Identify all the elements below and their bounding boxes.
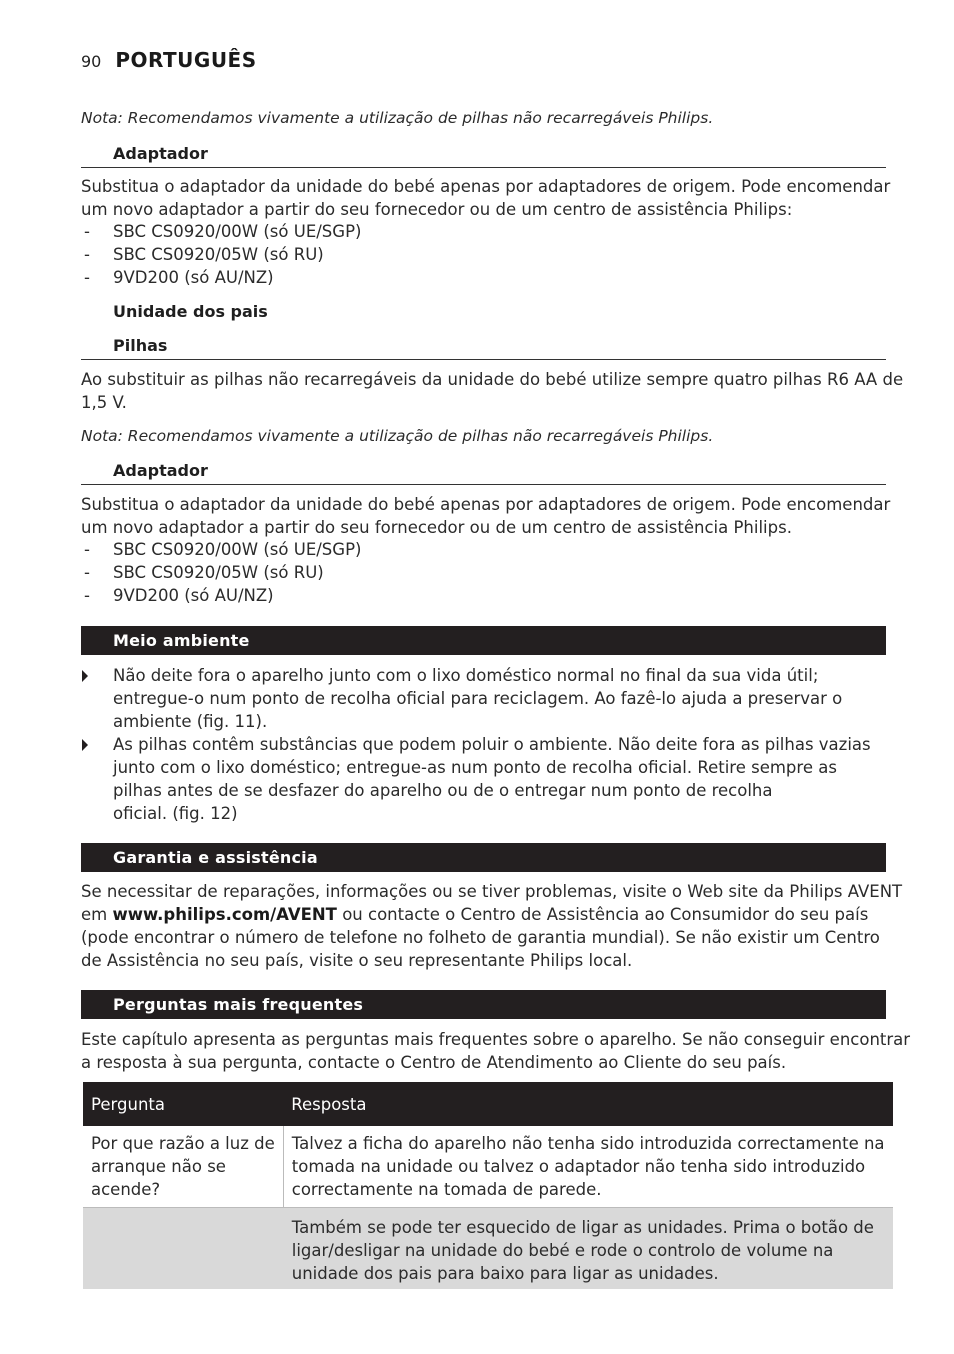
pilhas-text: Ao substituir as pilhas não recarregáveis da unidade do bebé utilize sempre quatro pilhas R6 AA de 1,5 V.	[81, 370, 904, 412]
list-item: - SBC CS0920/00W (só UE/SGP)	[84, 222, 362, 241]
bullet-triangle-icon	[82, 739, 88, 751]
subheading-unidade-pais: Unidade dos pais	[113, 302, 268, 321]
language-title: PORTUGUÊS	[115, 48, 257, 72]
adaptador-list	[81, 220, 361, 289]
adaptador-list-2	[81, 538, 361, 607]
meio-ambiente-bullets: Não deite fora o aparelho junto com o lixo doméstico normal no final da sua vida útil; entregue-o num ponto de recolha oficial para reciclagem. Ao fazê-lo ajuda a preservar o ambiente (fig. 11). As pilhas contêm substâncias que podem poluir o ambiente. Não deite fora as pilhas vazias junto com o lixo doméstico; entregue-as num ponto de recolha oficial. Retire sempre as pilhas antes de se desfazer do aparelho ou de o entregar num ponto de recolha oficial. (fig. 12)	[81, 664, 886, 825]
bullet-triangle-icon	[82, 670, 88, 682]
section-bar-meio-ambiente: Meio ambiente	[81, 626, 886, 655]
bullet-line: As pilhas contêm substâncias que podem poluir o ambiente. Não deite fora as pilhas vazias	[81, 733, 886, 756]
list-item: - SBC CS0920/00W (só UE/SGP)	[84, 540, 362, 559]
adaptador-text: Substitua o adaptador da unidade do bebé apenas por adaptadores de origem. Pode encomendar um novo adaptador a partir do seu fornecedor ou de um centro de assistência Philips:	[81, 177, 891, 219]
list-item: - SBC CS0920/05W (só RU)	[84, 245, 324, 264]
table-header-row	[83, 1082, 893, 1126]
page-header	[81, 48, 257, 74]
faq-table	[83, 1082, 893, 1289]
subheading-adaptador-2: Adaptador	[81, 460, 886, 485]
note-batteries: Nota: Recomendamos vivamente a utilização de pilhas não recarregáveis Philips.	[81, 109, 714, 127]
answer-cell: Talvez a ficha do aparelho não tenha sido introduzida correctamente na tomada na unidade ou talvez o adaptador não tenha sido introduzido correctamente na tomada de parede.	[283, 1126, 892, 1208]
adaptador-text-2: Substitua o adaptador da unidade do bebé apenas por adaptadores de origem. Pode encomendar um novo adaptador a partir do seu fornecedor ou de um centro de assistência Philips.	[81, 495, 891, 537]
list-item: - SBC CS0920/05W (só RU)	[84, 563, 324, 582]
page-number: 90	[81, 52, 102, 71]
list-item: - 9VD200 (só AU/NZ)	[84, 268, 274, 287]
question-cell-empty	[83, 1208, 283, 1290]
note-batteries-2: Nota: Recomendamos vivamente a utilização de pilhas não recarregáveis Philips.	[81, 427, 714, 445]
section-bar-faq: Perguntas mais frequentes	[81, 990, 886, 1019]
garantia-text: Se necessitar de reparações, informações ou se tiver problemas, visite o Web site da Philips AVENT em www.philips.com/AVENT ou contacte o Centro de Assistência ao Consumidor do seu país (pode encontrar o número de telefone no folheto de garantia mundial). Se não existir um Centro de Assistência no seu país, visite o seu representante Philips local.	[81, 882, 903, 970]
answer-cell: Também se pode ter esquecido de ligar as unidades. Prima o botão de ligar/desligar na unidade do bebé e rode o controlo de volume na unidade dos pais para baixo para ligar as unidades.	[283, 1208, 892, 1290]
philips-website-link[interactable]: www.philips.com/AVENT	[112, 905, 337, 924]
faq-intro: Este capítulo apresenta as perguntas mais frequentes sobre o aparelho. Se não conseguir encontrar a resposta à sua pergunta, contacte o Centro de Atendimento ao Cliente do seu país.	[81, 1030, 911, 1072]
bullet-line: Não deite fora o aparelho junto com o lixo doméstico normal no final da sua vida útil;	[81, 664, 886, 687]
column-header-question: Pergunta	[83, 1082, 283, 1126]
question-cell: Por que razão a luz de arranque não se acende?	[83, 1126, 283, 1208]
table-row	[83, 1208, 893, 1290]
subheading-pilhas: Pilhas	[81, 335, 886, 360]
subheading-adaptador: Adaptador	[81, 143, 886, 168]
list-item: - 9VD200 (só AU/NZ)	[84, 586, 274, 605]
column-header-answer: Resposta	[283, 1082, 892, 1126]
section-bar-garantia: Garantia e assistência	[81, 843, 886, 872]
table-row	[83, 1126, 893, 1208]
